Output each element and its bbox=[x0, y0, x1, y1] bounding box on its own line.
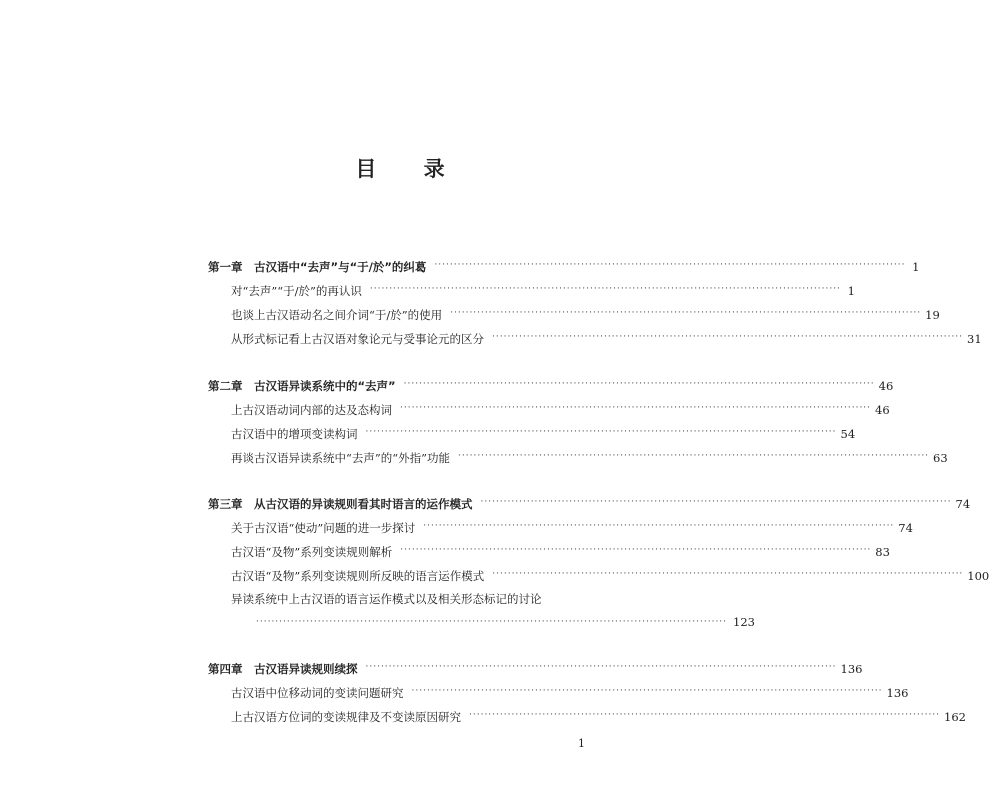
toc-section[interactable] bbox=[231, 447, 948, 465]
dot-leader: ·························································································································· bbox=[423, 521, 895, 531]
dot-leader: ·························································································································· bbox=[469, 710, 941, 720]
page-number: 31 bbox=[967, 332, 982, 346]
dot-leader: ·························································································································· bbox=[411, 686, 883, 696]
dot-leader: ·························································································································· bbox=[365, 662, 837, 672]
section-title: 再谈古汉语异读系统中“去声”的“外指”功能 bbox=[231, 451, 451, 465]
dot-leader: ·························································································································· bbox=[434, 260, 906, 270]
toc-chapter-1[interactable] bbox=[208, 256, 920, 274]
toc-chapter-2[interactable] bbox=[208, 375, 894, 393]
dot-leader: ·························································································································· bbox=[450, 308, 922, 318]
page-number: 54 bbox=[840, 427, 856, 441]
page-number: 136 bbox=[886, 686, 909, 700]
page-folio: 1 bbox=[578, 737, 585, 750]
dot-leader: ·························································································································· bbox=[480, 497, 952, 507]
toc-section[interactable] bbox=[231, 304, 940, 322]
dot-leader: ·························································································································· bbox=[492, 569, 964, 579]
page-number: 100 bbox=[967, 569, 989, 583]
dot-leader: ·························································································································· bbox=[256, 617, 728, 627]
toc-section-continuation[interactable] bbox=[256, 611, 755, 629]
toc-section[interactable] bbox=[231, 706, 966, 724]
chapter-title: 第三章 从古汉语的异读规则看其时语言的运作模式 bbox=[208, 497, 473, 511]
section-title: 对“去声”“于/於”的再认识 bbox=[231, 284, 362, 298]
section-title: 古汉语“及物”系列变读规则所反映的语言运作模式 bbox=[231, 569, 485, 583]
toc-section[interactable] bbox=[231, 682, 909, 700]
dot-leader: ·························································································································· bbox=[403, 379, 875, 389]
page-number: 19 bbox=[925, 308, 940, 322]
page-number: 46 bbox=[878, 379, 894, 393]
dot-leader: ·························································································································· bbox=[400, 545, 872, 555]
toc-section[interactable] bbox=[231, 517, 913, 535]
page-number: 83 bbox=[875, 545, 890, 559]
toc-chapter-4[interactable] bbox=[208, 658, 863, 676]
page-title: 目 录 bbox=[355, 156, 465, 181]
section-title: 上古汉语方位词的变读规律及不变读原因研究 bbox=[231, 710, 461, 724]
page-number: 136 bbox=[840, 662, 863, 676]
page-number: 74 bbox=[898, 521, 913, 535]
page-number: 1 bbox=[847, 284, 855, 298]
page-number: 162 bbox=[944, 710, 966, 724]
section-title: 异读系统中上古汉语的语言运作模式以及相关形态标记的讨论 bbox=[231, 592, 542, 606]
dot-leader: ·························································································································· bbox=[400, 403, 872, 413]
toc-section[interactable] bbox=[231, 565, 989, 583]
chapter-title: 第一章 古汉语中“去声”与“于/於”的纠葛 bbox=[208, 260, 427, 274]
dot-leader: ·························································································································· bbox=[369, 284, 841, 294]
toc-section[interactable] bbox=[231, 399, 890, 417]
page-number: 123 bbox=[733, 615, 755, 629]
chapter-title: 第二章 古汉语异读系统中的“去声” bbox=[208, 379, 396, 393]
page-number: 46 bbox=[875, 403, 890, 417]
chapter-title: 第四章 古汉语异读规则续探 bbox=[208, 662, 358, 676]
page-number: 63 bbox=[933, 451, 948, 465]
toc-section[interactable] bbox=[231, 328, 982, 346]
toc-section[interactable] bbox=[231, 588, 592, 606]
section-title: 关于古汉语“使动”问题的进一步探讨 bbox=[231, 521, 416, 535]
section-title: 从形式标记看上古汉语对象论元与受事论元的区分 bbox=[231, 332, 484, 346]
toc-chapter-3[interactable] bbox=[208, 493, 971, 511]
toc-section[interactable] bbox=[231, 280, 855, 298]
toc-section[interactable] bbox=[231, 423, 856, 441]
toc-section[interactable] bbox=[231, 541, 890, 559]
page-number: 74 bbox=[955, 497, 971, 511]
page-number: 1 bbox=[912, 260, 920, 274]
dot-leader: ·························································································································· bbox=[365, 427, 837, 437]
section-title: 古汉语中的增项变读构词 bbox=[231, 427, 358, 441]
section-title: 古汉语“及物”系列变读规则解析 bbox=[231, 545, 393, 559]
section-title: 古汉语中位移动词的变读问题研究 bbox=[231, 686, 404, 700]
section-title: 上古汉语动词内部的达及态构词 bbox=[231, 403, 392, 417]
dot-leader: ·························································································································· bbox=[492, 332, 964, 342]
section-title: 也谈上古汉语动名之间介词“于/於”的使用 bbox=[231, 308, 443, 322]
dot-leader: ·························································································································· bbox=[458, 451, 930, 461]
